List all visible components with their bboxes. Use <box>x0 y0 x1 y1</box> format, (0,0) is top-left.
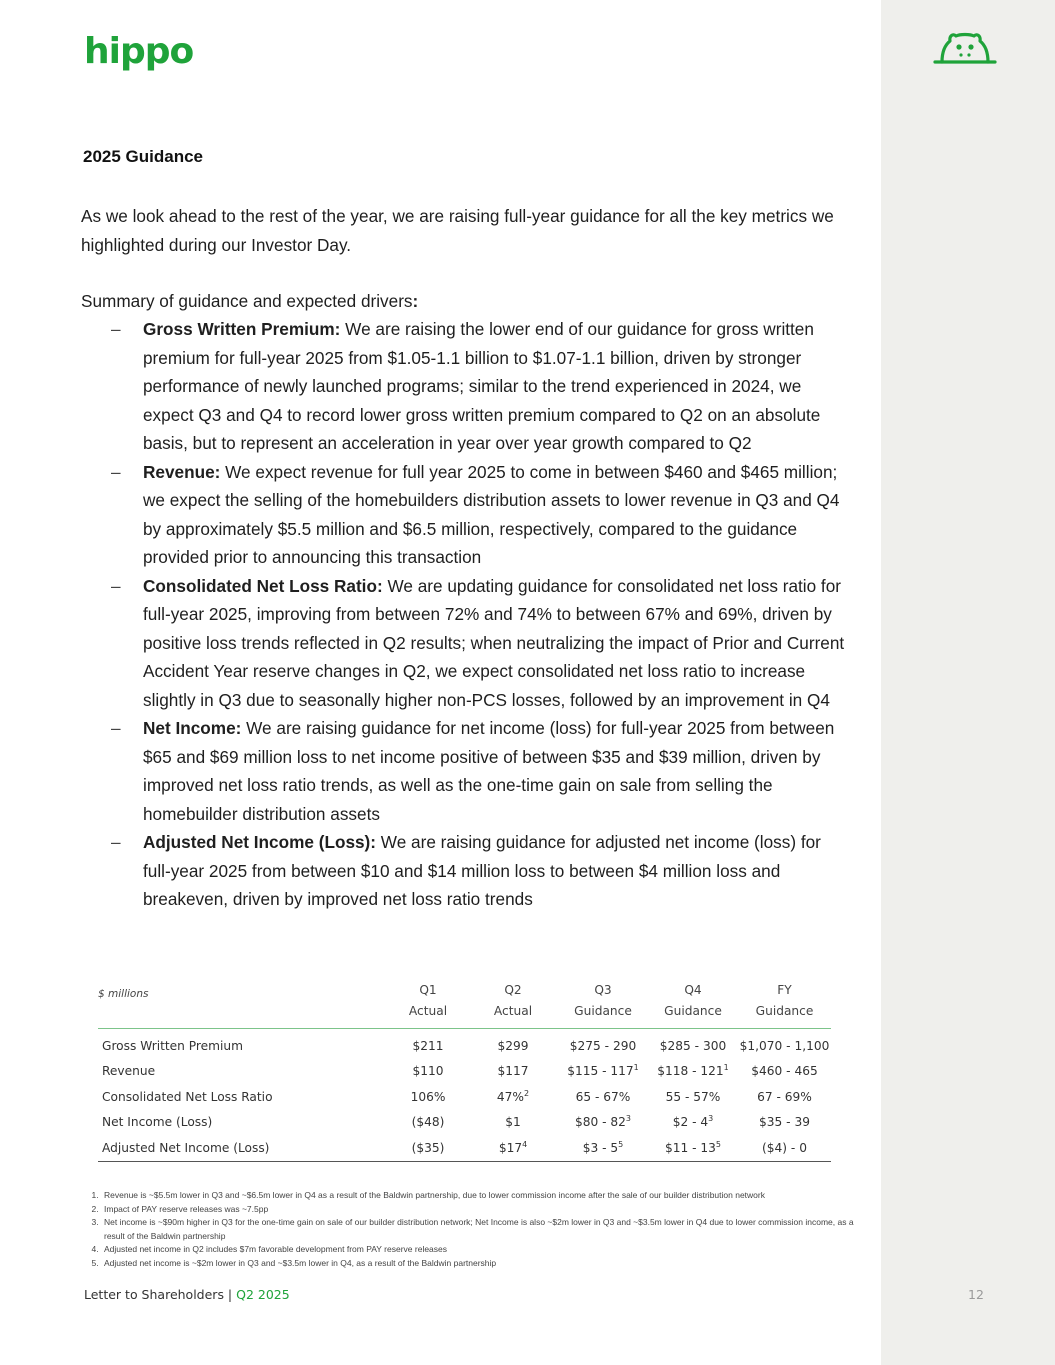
drivers-list <box>81 315 851 914</box>
column-header <box>558 978 648 1029</box>
cell-value: 65 - 67% <box>575 1089 631 1104</box>
cell-value: $117 <box>497 1064 529 1079</box>
dash-bullet-icon: – <box>111 832 121 852</box>
units-label: $ millions <box>98 978 388 1029</box>
table-cell <box>738 1084 831 1110</box>
driver-title: Consolidated Net Loss Ratio: <box>143 575 383 596</box>
dash-bullet-icon: – <box>111 461 121 482</box>
cell-value: $35 - 39 <box>759 1115 810 1130</box>
table-cell <box>558 1084 648 1110</box>
dash-bullet-icon: – <box>111 718 121 738</box>
driver-title: Net Income: <box>143 718 242 738</box>
cell-value: 106% <box>410 1089 446 1104</box>
driver-title: Gross Written Premium: <box>143 319 341 339</box>
column-header-period: Q1 <box>419 983 437 997</box>
footnote-ref: 5 <box>618 1139 624 1149</box>
column-header <box>648 978 738 1029</box>
cell-value: ($4) - 0 <box>762 1140 807 1155</box>
cell-value: $1,070 - 1,100 <box>739 1038 830 1053</box>
cell-value: $285 - 300 <box>659 1038 727 1053</box>
table-cell <box>468 1110 558 1136</box>
cell-value: ($48) <box>411 1115 445 1130</box>
table-cell <box>738 1135 831 1161</box>
cell-value: $110 <box>412 1064 444 1079</box>
page-number: 12 <box>968 1287 984 1302</box>
guidance-table <box>98 978 831 1162</box>
cell-value: $1 <box>505 1115 521 1130</box>
driver-item <box>81 458 851 572</box>
table-cell <box>388 1135 468 1161</box>
cell-value: $460 - 465 <box>751 1064 818 1079</box>
column-header <box>388 978 468 1029</box>
footnote-ref: 3 <box>708 1114 714 1124</box>
column-header-period: Q3 <box>594 983 612 997</box>
column-header-period: Q2 <box>504 983 522 997</box>
table-row <box>98 1110 831 1136</box>
table-row <box>98 1084 831 1110</box>
driver-item <box>81 714 851 828</box>
cell-value: $299 <box>497 1038 529 1053</box>
summary-heading <box>81 287 851 316</box>
cell-value: 55 - 57% <box>665 1089 721 1104</box>
table-cell <box>388 1029 468 1059</box>
intro-paragraph: As we look ahead to the rest of the year, we are raising full-year guidance for all the key metrics we highlighted during our Investor Day. <box>81 206 834 255</box>
table-cell <box>648 1029 738 1059</box>
cell-value: 47% <box>496 1089 524 1104</box>
driver-title: Adjusted Net Income (Loss): <box>143 832 377 852</box>
footer <box>84 1287 290 1302</box>
driver-text: We are raising the lower end of our guidance for gross written premium for full-year 2025 from $1.05-1.1 billion to $1.07-1.1 billion, driven by stronger performance of newly launched programs; similar to the trend experienced in 2024, we expect Q3 and Q4 to record lower gross written premium compared to Q2 on an absolute basis, but to represent an acceleration in year over year growth compared to Q2 <box>143 319 821 453</box>
driver-text: We are raising guidance for adjusted net income (loss) for full-year 2025 from between $10 and $14 million loss to between $4 million loss and breakeven, driven by improved net loss ratio trends <box>143 832 821 909</box>
table-cell <box>558 1135 648 1161</box>
table-cell <box>468 1059 558 1085</box>
footnote-ref: 5 <box>715 1139 721 1149</box>
cell-value: $80 - 82 <box>574 1115 626 1130</box>
footnote-ref: 1 <box>723 1063 729 1073</box>
cell-value: $2 - 4 <box>672 1115 709 1130</box>
dash-bullet-icon: – <box>111 319 121 339</box>
dash-bullet-icon: – <box>111 575 121 596</box>
driver-text: We are updating guidance for consolidated net loss ratio for full-year 2025, improving from between 72% and 74% to between 67% and 69%, driven by positive loss trends reflected in Q2 results; when neutralizing the impact of Prior and Current Accident Year reserve changes in Q2, we expect consolidated net loss ratio to increase slightly in Q3 due to seasonally higher non-PCS losses, followed by an improvement in Q4 <box>143 575 845 710</box>
row-label: Adjusted Net Income (Loss) <box>98 1135 388 1161</box>
driver-item <box>81 315 851 458</box>
footnote-item: 5. Adjusted net income is ~$2m lower in Q3 and ~$3.5m lower in Q4, as a result of the Baldwin partnership <box>101 1257 871 1271</box>
hippo-logo: hippo <box>84 31 194 72</box>
row-label: Net Income (Loss) <box>102 1115 213 1130</box>
table-cell <box>468 1135 558 1161</box>
column-header-type: Guidance <box>664 1004 722 1018</box>
table-cell <box>558 1059 648 1085</box>
column-header-period: FY <box>777 983 792 997</box>
section-title: 2025 Guidance <box>83 147 204 166</box>
column-header-period: Q4 <box>684 983 702 997</box>
cell-value: $275 - 290 <box>569 1038 637 1053</box>
side-panel <box>881 0 1055 1365</box>
column-header <box>738 978 831 1029</box>
footnote-item: 1. Revenue is ~$5.5m lower in Q3 and ~$6.5m lower in Q4 as a result of the Baldwin partnership, due to lower commission income after the sale of our builder distribution network <box>101 1189 871 1203</box>
footnote-item: 2. Impact of PAY reserve releases was ~7.5pp <box>101 1203 871 1217</box>
footnote-ref: 1 <box>633 1063 639 1073</box>
footer-quarter: Q2 2025 <box>236 1287 290 1302</box>
table-cell <box>648 1110 738 1136</box>
table-cell <box>558 1110 648 1136</box>
footnote-item: 3. Net income is ~$90m higher in Q3 for the one-time gain on sale of our builder distribution network; Net Income is also ~$2m lower in Q3 and ~$3.5m lower in Q4 due to lower commission income, as a result of the Baldwin partnership <box>101 1216 871 1243</box>
summary-label: Summary of guidance and expected drivers <box>81 291 413 311</box>
table-cell <box>388 1059 468 1085</box>
table-row <box>98 1029 831 1059</box>
table-cell <box>468 1029 558 1059</box>
footnotes <box>88 1189 871 1270</box>
driver-item <box>81 572 851 715</box>
column-header-type: Guidance <box>755 1004 814 1018</box>
driver-text: We expect revenue for full year 2025 to come in between $460 and $465 million; we expect the selling of the homebuilders distribution assets to lower revenue in Q3 and Q4 by approximately $5.5 million and $6.5 million, respectively, compared to the guidance provided prior to announcing this transaction <box>143 461 840 567</box>
column-header-type: Actual <box>493 1004 533 1018</box>
row-label: Consolidated Net Loss Ratio <box>102 1089 273 1104</box>
row-label: Revenue <box>102 1064 156 1079</box>
table-cell <box>738 1059 831 1085</box>
driver-title: Revenue: <box>143 461 221 482</box>
footer-label: Letter to Shareholders | <box>84 1287 237 1302</box>
column-header-type: Guidance <box>574 1004 632 1018</box>
cell-value: ($35) <box>411 1140 445 1155</box>
cell-value: $115 - 117 <box>567 1064 634 1079</box>
summary-colon: : <box>412 291 419 311</box>
footnote-ref: 2 <box>524 1088 530 1098</box>
table-cell <box>738 1110 831 1136</box>
column-header-type: Actual <box>408 1004 448 1018</box>
table-cell <box>738 1029 831 1059</box>
footnote-item: 4. Adjusted net income in Q2 includes $7m favorable development from PAY reserve releases <box>101 1243 871 1257</box>
driver-text: We are raising guidance for net income (loss) for full-year 2025 from between $65 and $69 million loss to net income positive of between $35 and $39 million, driven by improved net loss ratio trends, as well as the one-time gain on sale from selling the homebuilder distribution assets <box>143 718 835 824</box>
table-cell <box>468 1084 558 1110</box>
table-cell <box>648 1059 738 1085</box>
table-cell <box>388 1110 468 1136</box>
cell-value: $3 - 5 <box>582 1140 619 1155</box>
cell-value: $211 <box>412 1038 444 1053</box>
cell-value: $118 - 121 <box>657 1064 724 1079</box>
driver-item <box>81 828 851 914</box>
table-row <box>98 1135 831 1161</box>
table-cell <box>558 1029 648 1059</box>
cell-value: $17 <box>498 1140 523 1155</box>
cell-value: 67 - 69% <box>757 1089 812 1104</box>
footnote-ref: 4 <box>522 1139 528 1149</box>
row-label: Gross Written Premium <box>102 1038 243 1053</box>
cell-value: $11 - 13 <box>664 1140 716 1155</box>
table-cell <box>648 1084 738 1110</box>
table-cell <box>648 1135 738 1161</box>
hippo-mascot-icon <box>932 30 998 66</box>
column-header <box>468 978 558 1029</box>
footnote-ref: 3 <box>625 1114 631 1124</box>
table-cell <box>388 1084 468 1110</box>
table-row <box>98 1059 831 1085</box>
